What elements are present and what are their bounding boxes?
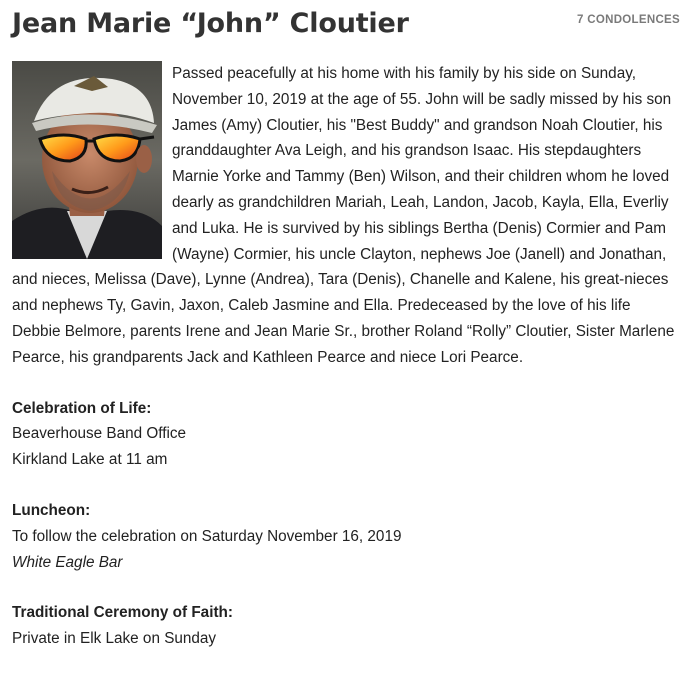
ceremony-details: Private in Elk Lake on Sunday (12, 630, 217, 648)
celebration-location: Beaverhouse Band Office (12, 425, 187, 443)
luncheon-venue: White Eagle Bar (12, 553, 123, 571)
portrait-photo-icon (12, 61, 162, 259)
obituary-header (12, 4, 680, 48)
obituary-bio: Passed peacefully at his home with his family by his side on Sunday, November 10, 2019 at the age of 55. John will be sadly missed by his son James (Amy) Cloutier, his "Best Buddy" and grandson Noah Cloutier, his granddaughter Ava Leigh, and his grandson Isaac. His stepdaughters Marnie Yorke and Tammy (Ben) Wilson, and their children whom he loved dearly as grandchildren Mariah, Leah, Landon, Jacob, Kayla, Ella, Everliy and Luka. He is survived by his siblings Bertha (Denis) Cormier and Pam (Wayne) Cormier, his uncle Clayton, nephews Joe (Janell) and Jonathan, and nieces, Melissa (Dave), Lynne (Andrea), Tara (Denis), Chanelle and Kalene, his great-nieces and nephews Ty, Gavin, Jaxon, Caleb Jasmine and Ella. Predeceased by the love of his life Debbie Belmore, parents Irene and Jean Marie Sr., brother Roland “Rolly” Cloutier, Sister Marlene Pearce, his grandparents Jack and Kathleen Pearce and niece Lori Pearce. (12, 65, 675, 366)
celebration-time: Kirkland Lake at 11 am (12, 451, 168, 469)
celebration-section (12, 396, 680, 473)
luncheon-heading: Luncheon: (12, 501, 91, 519)
luncheon-section (12, 498, 680, 575)
luncheon-details: To follow the celebration on Saturday November 16, 2019 (12, 527, 402, 545)
portrait-photo (12, 61, 162, 259)
ceremony-heading: Traditional Ceremony of Faith: (12, 604, 233, 622)
obituary-content (12, 61, 680, 652)
condolences-link[interactable]: 7 CONDOLENCES (577, 14, 680, 26)
celebration-heading: Celebration of Life: (12, 399, 152, 417)
ceremony-section (12, 600, 680, 652)
page-title: Jean Marie “John” Cloutier (12, 8, 409, 39)
